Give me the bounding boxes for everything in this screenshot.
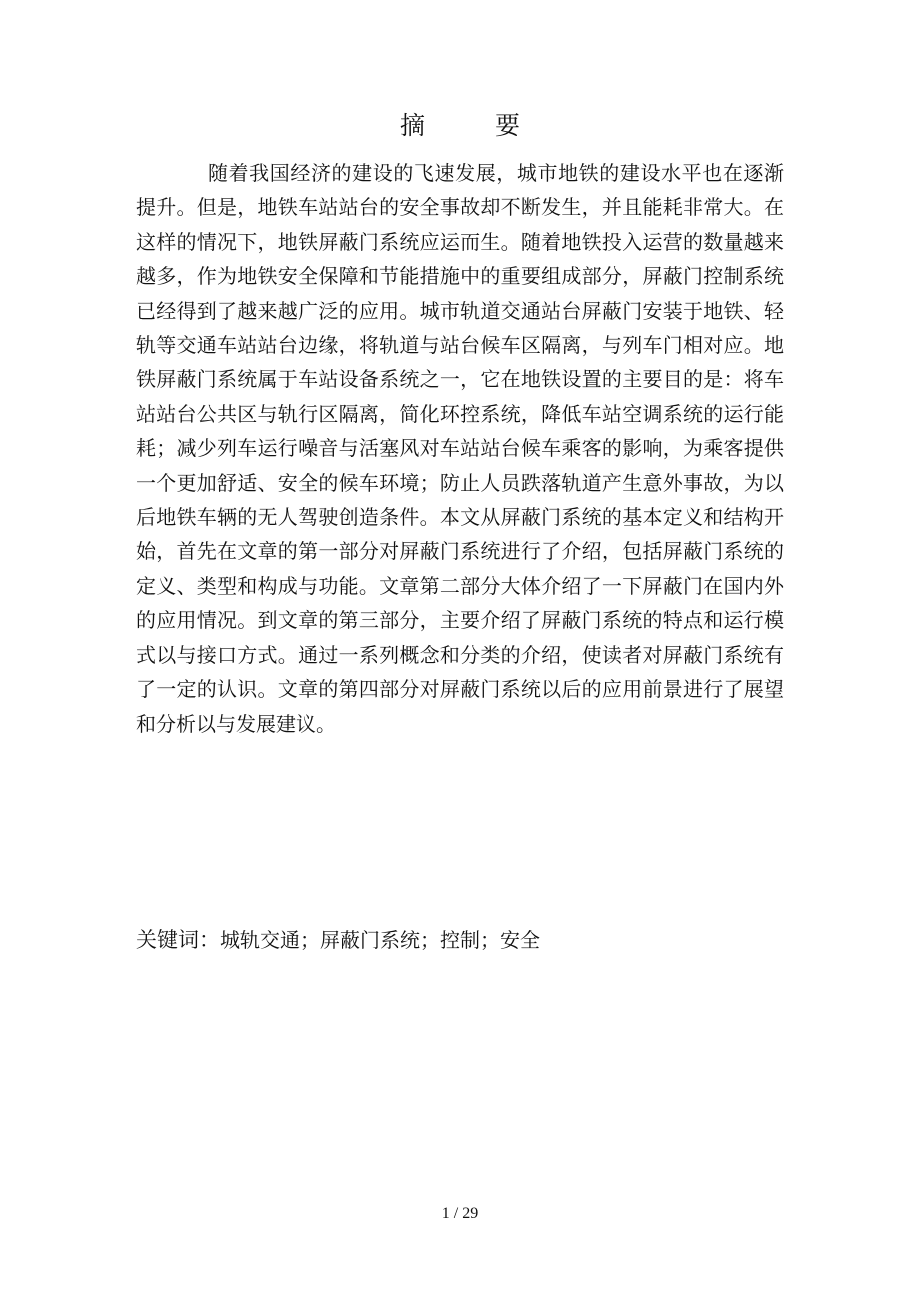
abstract-body <box>136 156 784 741</box>
keywords-line <box>136 922 784 958</box>
page-number: 1 / 29 <box>441 1205 479 1222</box>
keywords-list: 城轨交通；屏蔽门系统；控制；安全 <box>220 928 540 952</box>
keywords-label: 关键词： <box>136 928 220 952</box>
title-char-2: 要 <box>495 111 521 140</box>
title-char-1: 摘 <box>399 111 425 140</box>
abstract-paragraph: 随着我国经济的建设的飞速发展，城市地铁的建设水平也在逐渐提升。但是，地铁车站站台的安全事故却不断发生，并且能耗非常大。在这样的情况下，地铁屏蔽门系统应运而生。随着地铁投入运营的数量越来越多，作为地铁安全保障和节能措施中的重要组成部分，屏蔽门控制系统已经得到了越来越广泛的应用。城市轨道交通站台屏蔽门安装于地铁、轻轨等交通车站站台边缘，将轨道与站台候车区隔离，与列车门相对应。地铁屏蔽门系统属于车站设备系统之一，它在地铁设置的主要目的是：将车站站台公共区与轨行区隔离，简化环控系统，降低车站空调系统的运行能耗；减少列车运行噪音与活塞风对车站站台候车乘客的影响，为乘客提供一个更加舒适、安全的候车环境；防止人员跌落轨道产生意外事故，为以后地铁车辆的无人驾驶创造条件。本文从屏蔽门系统的基本定义和结构开始，首先在文章的第一部分对屏蔽门系统进行了介绍，包括屏蔽门系统的定义、类型和构成与功能。文章第二部分大体介绍了一下屏蔽门在国内外的应用情况。到文章的第三部分，主要介绍了屏蔽门系统的特点和运行模式以与接口方式。通过一系列概念和分类的介绍，使读者对屏蔽门系统有了一定的认识。文章的第四部分对屏蔽门系统以后的应用前景进行了展望和分析以与发展建议。 <box>136 161 784 736</box>
abstract-title <box>0 106 920 146</box>
